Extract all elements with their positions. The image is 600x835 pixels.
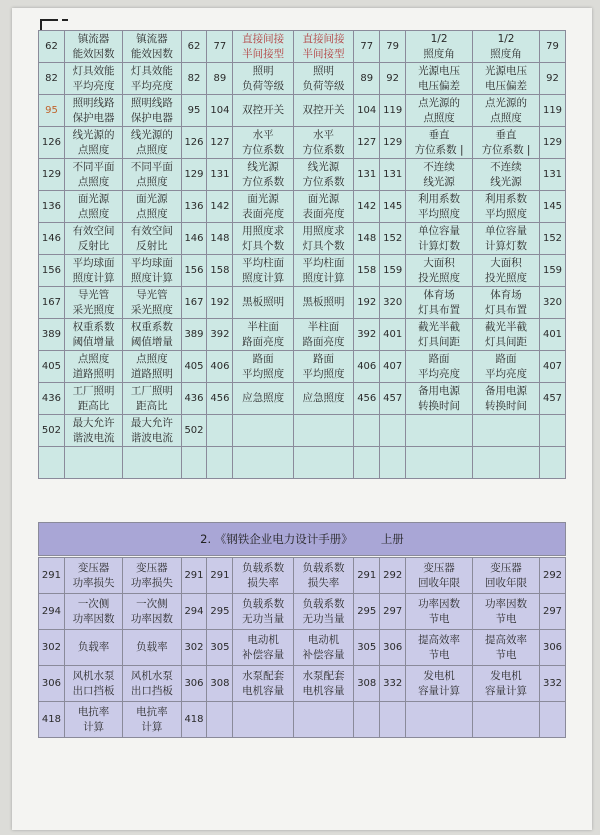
page-number-cell: 104 — [207, 95, 233, 127]
page-number-cell: 82 — [181, 63, 207, 95]
page-number-cell: 294 — [181, 594, 207, 630]
table-row — [39, 351, 566, 383]
page-number-cell — [540, 447, 566, 479]
topic-cell: 直接间接 半间接型 — [293, 31, 353, 63]
page-number-cell: 79 — [380, 31, 406, 63]
page-number-cell: 167 — [39, 287, 65, 319]
topic-cell: 提高效率 节电 — [406, 630, 473, 666]
page-number-cell: 142 — [354, 191, 380, 223]
topic-cell: 垂直 方位系数 | — [406, 127, 473, 159]
page-number-cell: 119 — [380, 95, 406, 127]
topic-cell: 电动机 补偿容量 — [233, 630, 293, 666]
topic-cell: 双控开关 — [233, 95, 293, 127]
page-number-cell: 145 — [380, 191, 406, 223]
topic-cell: 用照度求 灯具个数 — [233, 223, 293, 255]
topic-cell: 双控开关 — [293, 95, 353, 127]
topic-cell — [406, 415, 473, 447]
page-number-cell: 291 — [207, 558, 233, 594]
table-row — [39, 95, 566, 127]
page-number-cell — [540, 415, 566, 447]
page-number-cell: 131 — [380, 159, 406, 191]
page-number-cell: 302 — [39, 630, 65, 666]
topic-cell: 水平 方位系数 — [233, 127, 293, 159]
topic-cell: 镇流器 能效因数 — [123, 31, 181, 63]
page-number-cell: 95 — [39, 95, 65, 127]
page-number-cell: 291 — [181, 558, 207, 594]
table-row — [39, 159, 566, 191]
page-number-cell: 305 — [354, 630, 380, 666]
page-number-cell: 62 — [181, 31, 207, 63]
topic-cell: 点光源的 点照度 — [473, 95, 540, 127]
topic-cell — [406, 447, 473, 479]
topic-cell: 点照度 道路照明 — [64, 351, 122, 383]
topic-cell: 不同平面 点照度 — [64, 159, 122, 191]
topic-cell: 半柱面 路面亮度 — [293, 319, 353, 351]
topic-cell: 负载系数 无功当量 — [293, 594, 353, 630]
topic-cell: 水泵配套 电机容量 — [233, 666, 293, 702]
page-number-cell: 152 — [380, 223, 406, 255]
page-number-cell: 389 — [181, 319, 207, 351]
lighting-index-table — [38, 30, 566, 479]
page-number-cell — [207, 447, 233, 479]
topic-cell: 灯具效能 平均亮度 — [64, 63, 122, 95]
page-number-cell: 457 — [540, 383, 566, 415]
page-number-cell: 156 — [39, 255, 65, 287]
page-number-cell: 306 — [39, 666, 65, 702]
page-number-cell: 436 — [39, 383, 65, 415]
page-number-cell: 292 — [380, 558, 406, 594]
table-row — [39, 63, 566, 95]
topic-cell: 应急照度 — [293, 383, 353, 415]
page-number-cell — [380, 447, 406, 479]
topic-cell: 风机水泵 出口挡板 — [123, 666, 181, 702]
page-number-cell: 401 — [540, 319, 566, 351]
page-number-cell: 436 — [181, 383, 207, 415]
section-banner — [38, 522, 566, 556]
page-number-cell — [207, 702, 233, 738]
topic-cell: 照明 负荷等级 — [293, 63, 353, 95]
banner-volume: 上册 — [380, 532, 404, 546]
topic-cell — [233, 415, 293, 447]
page-number-cell: 502 — [181, 415, 207, 447]
table-row — [39, 31, 566, 63]
topic-cell — [473, 447, 540, 479]
topic-cell: 负载系数 损失率 — [293, 558, 353, 594]
page-number-cell: 126 — [181, 127, 207, 159]
page-number-cell: 392 — [207, 319, 233, 351]
page-number-cell: 502 — [39, 415, 65, 447]
page-number-cell: 406 — [207, 351, 233, 383]
topic-cell: 发电机 容量计算 — [406, 666, 473, 702]
page-number-cell: 104 — [354, 95, 380, 127]
topic-cell: 大面积 投光照度 — [473, 255, 540, 287]
page-number-cell: 145 — [540, 191, 566, 223]
page-number-cell: 332 — [380, 666, 406, 702]
page-number-cell: 131 — [354, 159, 380, 191]
topic-cell: 工厂照明 距高比 — [64, 383, 122, 415]
topic-cell: 发电机 容量计算 — [473, 666, 540, 702]
topic-cell: 利用系数 平均照度 — [473, 191, 540, 223]
page-number-cell: 146 — [39, 223, 65, 255]
topic-cell: 照明线路 保护电器 — [123, 95, 181, 127]
page-number-cell: 320 — [380, 287, 406, 319]
page-number-cell: 291 — [39, 558, 65, 594]
page-number-cell: 127 — [207, 127, 233, 159]
topic-cell: 光源电压 电压偏差 — [473, 63, 540, 95]
page-number-cell — [181, 447, 207, 479]
page-number-cell — [354, 702, 380, 738]
page-number-cell: 127 — [354, 127, 380, 159]
page-number-cell: 192 — [354, 287, 380, 319]
page-number-cell: 89 — [354, 63, 380, 95]
page-number-cell: 405 — [181, 351, 207, 383]
page-number-cell: 62 — [39, 31, 65, 63]
page-number-cell — [380, 415, 406, 447]
page-number-cell: 131 — [540, 159, 566, 191]
page-number-cell: 167 — [181, 287, 207, 319]
table-row — [39, 630, 566, 666]
topic-cell: 镇流器 能效因数 — [64, 31, 122, 63]
corner-mark-dash — [62, 19, 68, 21]
topic-cell: 水平 方位系数 — [293, 127, 353, 159]
page-number-cell: 89 — [207, 63, 233, 95]
topic-cell: 垂直 方位系数 | — [473, 127, 540, 159]
topic-cell: 线光源的 点照度 — [123, 127, 181, 159]
topic-cell: 有效空间 反射比 — [64, 223, 122, 255]
topic-cell: 直接间接 半间接型 — [233, 31, 293, 63]
topic-cell: 用照度求 灯具个数 — [293, 223, 353, 255]
topic-cell: 提高效率 节电 — [473, 630, 540, 666]
topic-cell: 光源电压 电压偏差 — [406, 63, 473, 95]
topic-cell — [233, 447, 293, 479]
page-number-cell — [39, 447, 65, 479]
page-number-cell: 152 — [540, 223, 566, 255]
page-number-cell: 158 — [207, 255, 233, 287]
topic-cell: 不连续 线光源 — [406, 159, 473, 191]
table-row — [39, 666, 566, 702]
topic-cell: 功率因数 节电 — [473, 594, 540, 630]
page-number-cell: 148 — [354, 223, 380, 255]
topic-cell: 电抗率 计算 — [123, 702, 181, 738]
topic-cell: 权重系数 阈值增量 — [123, 319, 181, 351]
page-number-cell: 82 — [39, 63, 65, 95]
topic-cell: 有效空间 反射比 — [123, 223, 181, 255]
page-number-cell: 92 — [380, 63, 406, 95]
page-number-cell: 320 — [540, 287, 566, 319]
topic-cell: 点照度 道路照明 — [123, 351, 181, 383]
banner-title: 2. 《钢铁企业电力设计手册》 — [200, 532, 353, 546]
topic-cell: 电动机 补偿容量 — [293, 630, 353, 666]
page-number-cell: 407 — [380, 351, 406, 383]
topic-cell: 负载系数 损失率 — [233, 558, 293, 594]
page-number-cell: 302 — [181, 630, 207, 666]
topic-cell: 变压器 回收年限 — [473, 558, 540, 594]
page-number-cell — [540, 702, 566, 738]
page-number-cell — [354, 415, 380, 447]
page-number-cell: 305 — [207, 630, 233, 666]
page-number-cell: 159 — [540, 255, 566, 287]
table-row — [39, 558, 566, 594]
page-number-cell: 308 — [354, 666, 380, 702]
page-number-cell: 306 — [540, 630, 566, 666]
page-number-cell: 306 — [181, 666, 207, 702]
page-number-cell: 131 — [207, 159, 233, 191]
topic-cell: 变压器 回收年限 — [406, 558, 473, 594]
topic-cell: 最大允许 谐波电流 — [64, 415, 122, 447]
topic-cell: 一次侧 功率因数 — [64, 594, 122, 630]
table-row — [39, 287, 566, 319]
page-number-cell: 418 — [181, 702, 207, 738]
topic-cell: 灯具效能 平均亮度 — [123, 63, 181, 95]
page-number-cell: 418 — [39, 702, 65, 738]
page-number-cell: 405 — [39, 351, 65, 383]
topic-cell: 半柱面 路面亮度 — [233, 319, 293, 351]
topic-cell: 线光源 方位系数 — [233, 159, 293, 191]
topic-cell: 负载系数 无功当量 — [233, 594, 293, 630]
topic-cell: 路面 平均亮度 — [473, 351, 540, 383]
topic-cell — [406, 702, 473, 738]
topic-cell: 线光源 方位系数 — [293, 159, 353, 191]
topic-cell: 截光半截 灯具间距 — [406, 319, 473, 351]
topic-cell: 备用电源 转换时间 — [406, 383, 473, 415]
page-number-cell: 292 — [540, 558, 566, 594]
page-number-cell: 389 — [39, 319, 65, 351]
page-number-cell: 401 — [380, 319, 406, 351]
page-number-cell — [380, 702, 406, 738]
topic-cell: 变压器 功率损失 — [64, 558, 122, 594]
page-number-cell: 136 — [181, 191, 207, 223]
topic-cell — [473, 415, 540, 447]
page-number-cell: 308 — [207, 666, 233, 702]
topic-cell: 黑板照明 — [233, 287, 293, 319]
page-number-cell — [354, 447, 380, 479]
page-number-cell: 332 — [540, 666, 566, 702]
topic-cell: 平均柱面 照度计算 — [233, 255, 293, 287]
topic-cell: 利用系数 平均照度 — [406, 191, 473, 223]
topic-cell: 平均球面 照度计算 — [123, 255, 181, 287]
topic-cell: 平均柱面 照度计算 — [293, 255, 353, 287]
topic-cell: 点光源的 点照度 — [406, 95, 473, 127]
topic-cell: 应急照度 — [233, 383, 293, 415]
topic-cell: 面光源 表面亮度 — [293, 191, 353, 223]
topic-cell: 照明线路 保护电器 — [64, 95, 122, 127]
topic-cell: 路面 平均亮度 — [406, 351, 473, 383]
topic-cell: 线光源的 点照度 — [64, 127, 122, 159]
page-number-cell: 291 — [354, 558, 380, 594]
topic-cell: 电抗率 计算 — [64, 702, 122, 738]
page-number-cell: 306 — [380, 630, 406, 666]
topic-cell: 路面 平均照度 — [233, 351, 293, 383]
topic-cell: 负载率 — [64, 630, 122, 666]
table-row — [39, 383, 566, 415]
topic-cell: 水泵配套 电机容量 — [293, 666, 353, 702]
topic-cell: 导光管 采光照度 — [123, 287, 181, 319]
topic-cell: 路面 平均照度 — [293, 351, 353, 383]
topic-cell: 面光源 点照度 — [123, 191, 181, 223]
topic-cell — [123, 447, 181, 479]
page-number-cell: 129 — [380, 127, 406, 159]
page-number-cell: 129 — [181, 159, 207, 191]
page-number-cell: 129 — [39, 159, 65, 191]
page-number-cell: 136 — [39, 191, 65, 223]
table-row — [39, 127, 566, 159]
page-number-cell: 294 — [39, 594, 65, 630]
topic-cell: 体育场 灯具布置 — [473, 287, 540, 319]
topic-cell: 工厂照明 距高比 — [123, 383, 181, 415]
topic-cell: 1/2 照度角 — [406, 31, 473, 63]
page-number-cell — [207, 415, 233, 447]
page-number-cell: 79 — [540, 31, 566, 63]
topic-cell — [233, 702, 293, 738]
page-number-cell: 129 — [540, 127, 566, 159]
table-row — [39, 415, 566, 447]
topic-cell: 体育场 灯具布置 — [406, 287, 473, 319]
page-number-cell: 148 — [207, 223, 233, 255]
table-row — [39, 319, 566, 351]
topic-cell: 1/2 照度角 — [473, 31, 540, 63]
topic-cell: 变压器 功率损失 — [123, 558, 181, 594]
page-number-cell: 95 — [181, 95, 207, 127]
topic-cell: 不同平面 点照度 — [123, 159, 181, 191]
page-number-cell: 295 — [207, 594, 233, 630]
page-number-cell: 156 — [181, 255, 207, 287]
page-number-cell: 297 — [380, 594, 406, 630]
page-number-cell: 158 — [354, 255, 380, 287]
page-number-cell: 146 — [181, 223, 207, 255]
page-number-cell: 142 — [207, 191, 233, 223]
topic-cell — [293, 415, 353, 447]
topic-cell: 功率因数 节电 — [406, 594, 473, 630]
topic-cell — [293, 702, 353, 738]
topic-cell: 照明 负荷等级 — [233, 63, 293, 95]
page-number-cell: 457 — [380, 383, 406, 415]
topic-cell: 面光源 点照度 — [64, 191, 122, 223]
table-row — [39, 223, 566, 255]
topic-cell: 不连续 线光源 — [473, 159, 540, 191]
page-number-cell: 456 — [207, 383, 233, 415]
topic-cell: 一次侧 功率因数 — [123, 594, 181, 630]
topic-cell — [64, 447, 122, 479]
topic-cell — [473, 702, 540, 738]
page-number-cell: 392 — [354, 319, 380, 351]
topic-cell: 平均球面 照度计算 — [64, 255, 122, 287]
table-row — [39, 447, 566, 479]
page-number-cell: 119 — [540, 95, 566, 127]
topic-cell: 负载率 — [123, 630, 181, 666]
page-number-cell: 295 — [354, 594, 380, 630]
power-index-table — [38, 557, 566, 738]
page-number-cell: 159 — [380, 255, 406, 287]
topic-cell — [293, 447, 353, 479]
page-number-cell: 192 — [207, 287, 233, 319]
page-number-cell: 456 — [354, 383, 380, 415]
page-number-cell: 407 — [540, 351, 566, 383]
page-number-cell: 406 — [354, 351, 380, 383]
table-row — [39, 594, 566, 630]
topic-cell: 黑板照明 — [293, 287, 353, 319]
table-row — [39, 255, 566, 287]
topic-cell: 面光源 表面亮度 — [233, 191, 293, 223]
page-number-cell: 126 — [39, 127, 65, 159]
page-number-cell: 77 — [207, 31, 233, 63]
topic-cell: 大面积 投光照度 — [406, 255, 473, 287]
topic-cell: 单位容量 计算灯数 — [406, 223, 473, 255]
topic-cell: 备用电源 转换时间 — [473, 383, 540, 415]
topic-cell: 风机水泵 出口挡板 — [64, 666, 122, 702]
page-number-cell: 297 — [540, 594, 566, 630]
table-row — [39, 702, 566, 738]
table-row — [39, 191, 566, 223]
page-number-cell: 77 — [354, 31, 380, 63]
topic-cell: 导光管 采光照度 — [64, 287, 122, 319]
topic-cell: 单位容量 计算灯数 — [473, 223, 540, 255]
topic-cell: 最大允许 谐波电流 — [123, 415, 181, 447]
topic-cell: 权重系数 阈值增量 — [64, 319, 122, 351]
topic-cell: 截光半截 灯具间距 — [473, 319, 540, 351]
page-number-cell: 92 — [540, 63, 566, 95]
corner-mark-horizontal — [40, 19, 58, 21]
